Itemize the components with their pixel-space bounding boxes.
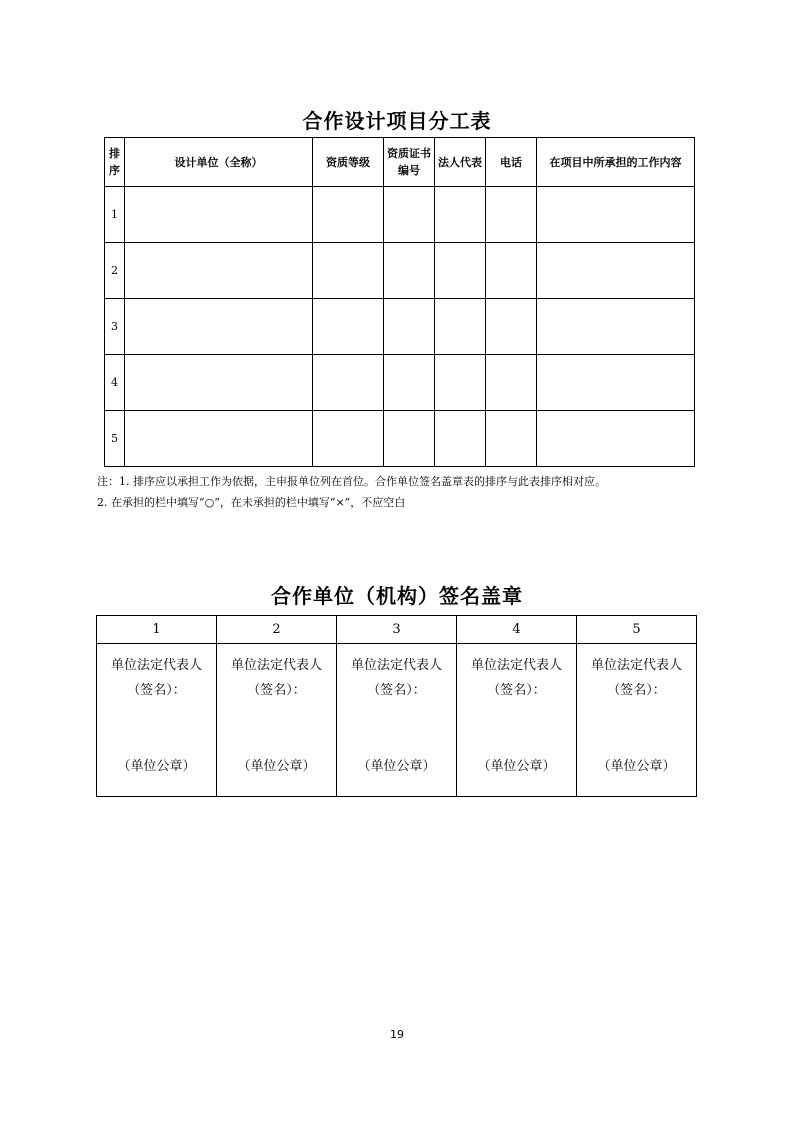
row-index: 3	[105, 299, 125, 355]
signature-label: （签名）：	[607, 683, 666, 698]
seal-label: （单位公章）	[477, 759, 556, 774]
unit-cell[interactable]	[125, 187, 313, 243]
note-line-2: 2. 在承担的栏中填写“○”，在未承担的栏中填写“×”，不应空白	[97, 496, 406, 509]
grade-cell[interactable]	[313, 187, 384, 243]
grade-cell[interactable]	[313, 411, 384, 467]
sign-column-number: 4	[457, 616, 577, 644]
table-row	[105, 355, 695, 411]
sign-table	[96, 615, 697, 797]
row-index: 2	[105, 243, 125, 299]
work-cell[interactable]	[537, 411, 695, 467]
signature-box[interactable]	[577, 644, 697, 797]
legal-cell[interactable]	[435, 187, 486, 243]
header-legal: 法人代表	[435, 138, 486, 187]
work-cell[interactable]	[537, 243, 695, 299]
header-order: 排序	[105, 138, 125, 187]
table-row	[105, 411, 695, 467]
unit-cell[interactable]	[125, 411, 313, 467]
table-row	[105, 187, 695, 243]
signature-label: （签名）：	[487, 683, 546, 698]
cert-cell[interactable]	[384, 243, 435, 299]
representative-label: 单位法定代表人	[110, 658, 202, 673]
signature-label: （签名）：	[247, 683, 306, 698]
seal-label: （单位公章）	[597, 759, 676, 774]
phone-cell[interactable]	[486, 187, 537, 243]
sign-table-body-row	[97, 644, 697, 797]
phone-cell[interactable]	[486, 411, 537, 467]
sign-table-header-row	[97, 616, 697, 644]
phone-cell[interactable]	[486, 355, 537, 411]
signature-box[interactable]	[457, 644, 577, 797]
legal-cell[interactable]	[435, 411, 486, 467]
page-number: 19	[390, 1028, 404, 1041]
phone-cell[interactable]	[486, 299, 537, 355]
cert-cell[interactable]	[384, 187, 435, 243]
sign-column-number: 5	[577, 616, 697, 644]
signature-box[interactable]	[337, 644, 457, 797]
signature-box[interactable]	[97, 644, 217, 797]
phone-cell[interactable]	[486, 243, 537, 299]
signature-label: （签名）：	[367, 683, 426, 698]
legal-cell[interactable]	[435, 243, 486, 299]
work-cell[interactable]	[537, 299, 695, 355]
legal-cell[interactable]	[435, 355, 486, 411]
representative-label: 单位法定代表人	[590, 658, 682, 673]
unit-cell[interactable]	[125, 243, 313, 299]
grade-cell[interactable]	[313, 355, 384, 411]
seal-label: （单位公章）	[357, 759, 436, 774]
sign-column-number: 2	[217, 616, 337, 644]
header-phone: 电话	[486, 138, 537, 187]
seal-label: （单位公章）	[117, 759, 196, 774]
table-row	[105, 243, 695, 299]
sign-column-number: 3	[337, 616, 457, 644]
work-cell[interactable]	[537, 187, 695, 243]
sign-column-number: 1	[97, 616, 217, 644]
unit-cell[interactable]	[125, 355, 313, 411]
table-row	[105, 299, 695, 355]
header-grade: 资质等级	[313, 138, 384, 187]
cert-cell[interactable]	[384, 411, 435, 467]
signature-label: （签名）：	[127, 683, 186, 698]
division-table	[104, 137, 695, 467]
header-cert: 资质证书编号	[384, 138, 435, 187]
note-line-1: 注：1. 排序应以承担工作为依据，主申报单位列在首位。合作单位签名盖章表的排序与此表排序相对应。	[97, 475, 606, 488]
row-index: 1	[105, 187, 125, 243]
representative-label: 单位法定代表人	[350, 658, 442, 673]
grade-cell[interactable]	[313, 243, 384, 299]
work-cell[interactable]	[537, 355, 695, 411]
representative-label: 单位法定代表人	[470, 658, 562, 673]
grade-cell[interactable]	[313, 299, 384, 355]
division-table-header-row	[105, 138, 695, 187]
signature-box[interactable]	[217, 644, 337, 797]
representative-label: 单位法定代表人	[230, 658, 322, 673]
row-index: 4	[105, 355, 125, 411]
legal-cell[interactable]	[435, 299, 486, 355]
cert-cell[interactable]	[384, 355, 435, 411]
cert-cell[interactable]	[384, 299, 435, 355]
row-index: 5	[105, 411, 125, 467]
sign-table-title: 合作单位（机构）签名盖章	[271, 584, 523, 608]
division-table-title: 合作设计项目分工表	[302, 109, 492, 133]
unit-cell[interactable]	[125, 299, 313, 355]
seal-label: （单位公章）	[237, 759, 316, 774]
header-unit: 设计单位（全称）	[125, 138, 313, 187]
header-work: 在项目中所承担的工作内容	[537, 138, 695, 187]
